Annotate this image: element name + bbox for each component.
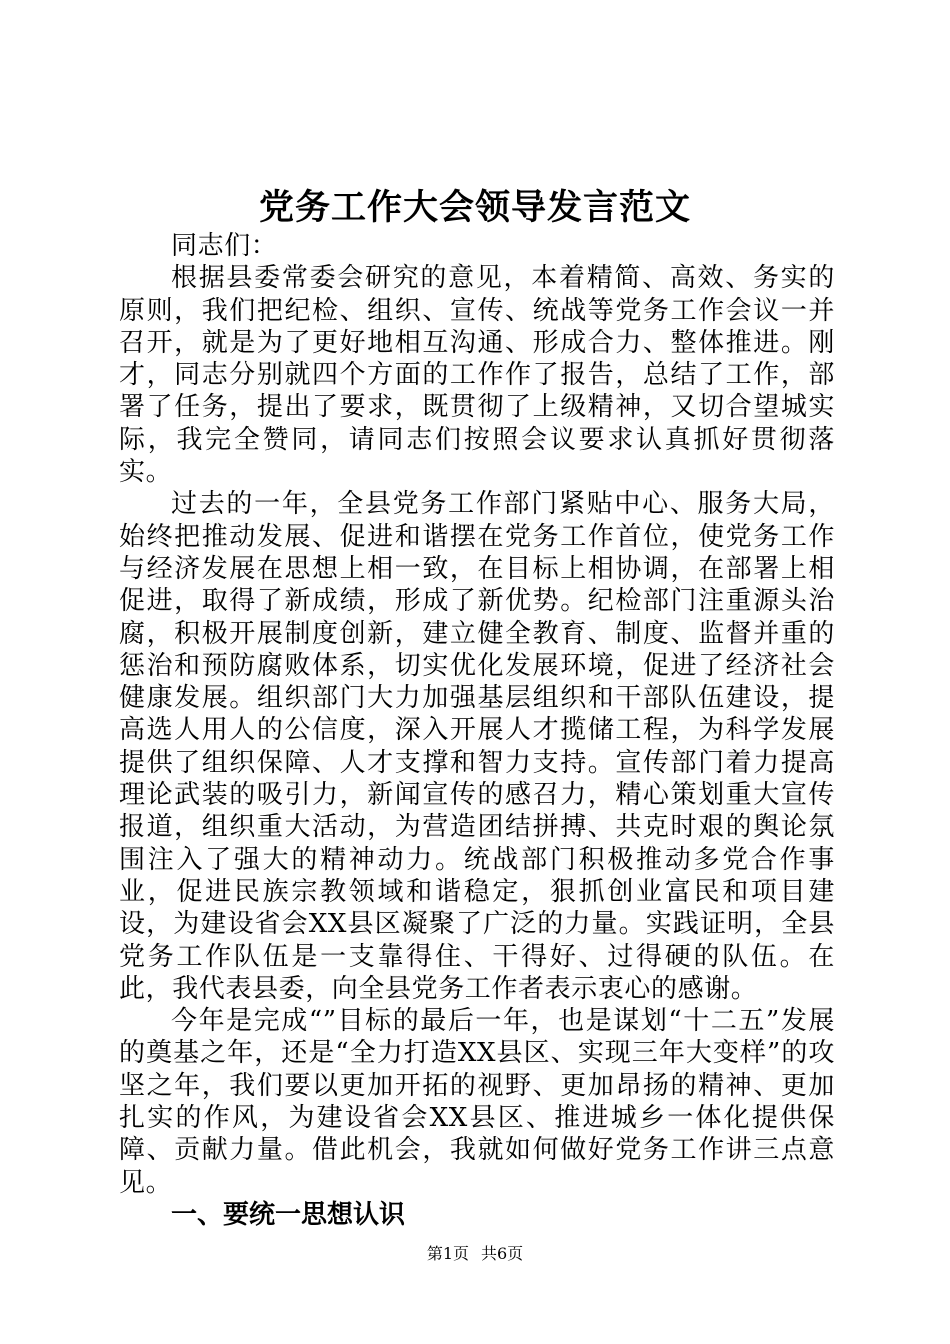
paragraph-1: 根据县委常委会研究的意见，本着精简、高效、务实的原则，我们把纪检、组织、宣传、统战等党务工作会议一并召开，就是为了更好地相互沟通、形成合力、整体推进。刚才，同志分别就四个方面的工作作了报告，总结了工作，部署了任务，提出了要求，既贯彻了上级精神，又切合望城实际，我完全赞同，请同志们按照会议要求认真抓好贯彻落实。 xyxy=(119,263,835,488)
page-total: 共6页 xyxy=(481,1244,524,1263)
document-title: 党务工作大会领导发言范文 xyxy=(258,187,691,228)
section-heading: 一、要统一思想认识 xyxy=(171,1199,406,1230)
paragraph-3: 今年是完成“”目标的最后一年，也是谋划“十二五”发展的奠基之年，还是“全力打造XX县区、实现三年大变样”的攻坚之年，我们要以更加开拓的视野、更加昂扬的精神、更加扎实的作风，为建设省会XX县区、推进城乡一体化提供保障、贡献力量。借此机会，我就如何做好党务工作讲三点意见。 xyxy=(119,1006,835,1198)
paragraph-2: 过去的一年，全县党务工作部门紧贴中心、服务大局，始终把推动发展、促进和谐摆在党务工作首位，使党务工作与经济发展在思想上相一致，在目标上相协调，在部署上相促进，取得了新成绩，形成了新优势。纪检部门注重源头治腐，积极开展制度创新，建立健全教育、制度、监督并重的惩治和预防腐败体系，切实优化发展环境，促进了经济社会健康发展。组织部门大力加强基层组织和干部队伍建设，提高选人用人的公信度，深入开展人才揽储工程，为科学发展提供了组织保障、人才支撑和智力支持。宣传部门着力提高理论武装的吸引力，新闻宣传的感召力，精心策划重大宣传报道，组织重大活动，为营造团结拼搏、共克时艰的舆论氛围注入了强大的精神动力。统战部门积极推动多党合作事业，促进民族宗教领域和谐稳定，狠抓创业富民和项目建设，为建设省会XX县区凝聚了广泛的力量。实践证明，全县党务工作队伍是一支靠得住、干得好、过得硬的队伍。在此，我代表县委，向全县党务工作者表示衷心的感谢。 xyxy=(119,489,835,1004)
salutation: 同志们： xyxy=(171,231,278,261)
document-body xyxy=(119,230,835,1231)
page-footer xyxy=(0,1244,950,1264)
page-number: 第1页 xyxy=(426,1244,469,1263)
